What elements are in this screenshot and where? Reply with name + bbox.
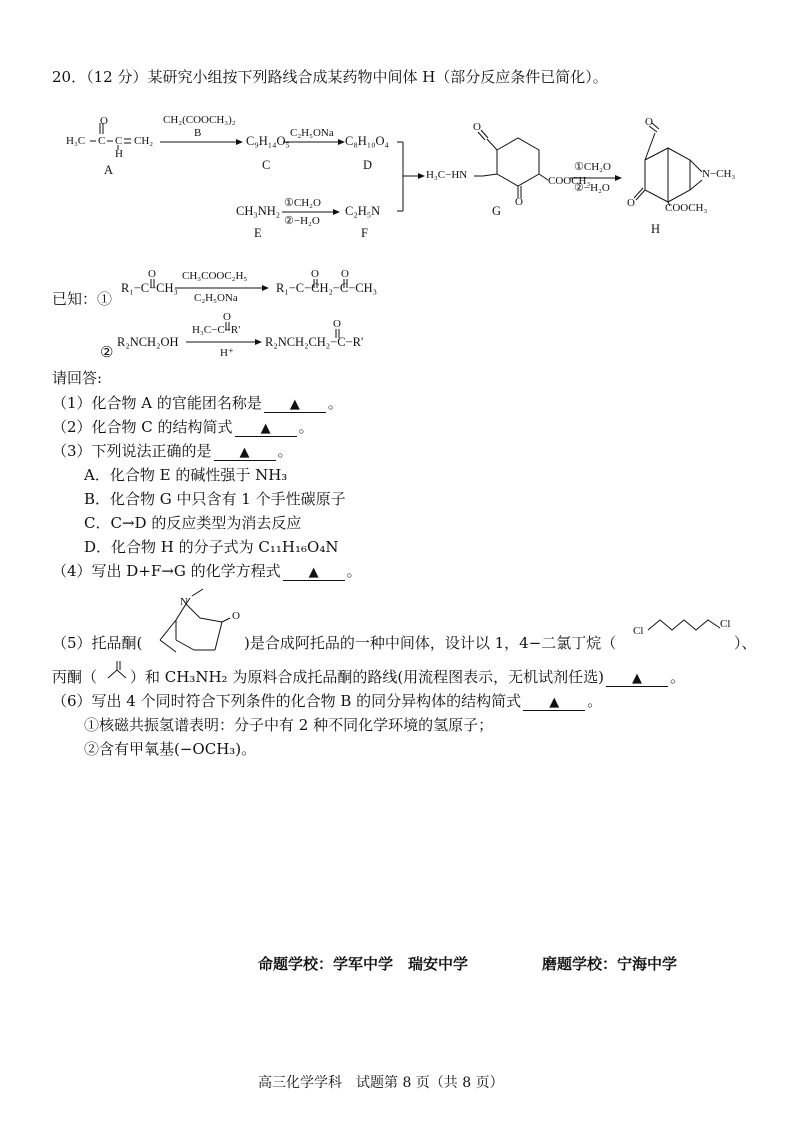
known1-reagent-bottom: C₂H₅ONa xyxy=(194,292,238,304)
known1-right-o1: O xyxy=(311,268,319,280)
question-1: （1）化合物 A 的官能团名称是 ▲ 。 xyxy=(52,394,343,412)
reagent-b: CH₂(COOCH₃)₂ xyxy=(163,114,236,126)
label-h: H xyxy=(651,222,661,236)
h-ketone-o2: O xyxy=(627,197,635,209)
question-5-text: ）和 CH₃NH₂ 为原料合成托品酮的路线(用流程图表示，无机试剂任选) xyxy=(130,668,605,686)
formula-c: C₉H₁₄O₅ xyxy=(246,134,290,148)
known2-right: R₂NCH₂CH₂−C−R' xyxy=(265,335,364,349)
known2-reagent-o: O xyxy=(223,311,231,323)
formula-e: CH₃NH₂ xyxy=(236,204,281,218)
formula-f: C₂H₅N xyxy=(345,204,381,218)
known2-left: R₂NCH₂OH xyxy=(117,335,179,349)
question-5-part-a: （5）托品酮( xyxy=(52,634,143,652)
label-a: A xyxy=(104,163,114,177)
g-ester: COOCH₃ xyxy=(548,175,591,187)
answer-blank-3[interactable]: ▲ xyxy=(214,444,276,461)
reviewer-school: 磨题学校：宁海中学 xyxy=(542,955,678,973)
condition-2: ②含有甲氧基(−OCH₃)。 xyxy=(84,740,257,758)
answer-blank-2[interactable]: ▲ xyxy=(235,420,297,437)
question-3-text: （3）下列说法正确的是 xyxy=(52,442,212,460)
question-5-part-c: ）、 xyxy=(734,634,757,652)
answer-blank-4[interactable]: ▲ xyxy=(283,564,345,581)
a-methyl: H₃C xyxy=(66,135,86,147)
option-c: C．C→D 的反应类型为消去反应 xyxy=(84,514,302,532)
question-5-part-b: )是合成阿托品的一种中间体，设计以 1，4−二氯丁烷（ xyxy=(244,634,617,652)
g-ketone-o: O xyxy=(473,121,481,133)
known1-reagent-top: CH₃COOC₂H₅ xyxy=(182,270,248,282)
known2-number: ② xyxy=(100,343,114,361)
dichlorobutane-cl-right: Cl xyxy=(720,618,731,630)
reagent-gh-2: ②−H₂O xyxy=(574,182,610,194)
known1-left: R₁−C−CH₃ xyxy=(121,281,178,295)
label-g: G xyxy=(492,204,502,218)
question-6-text: （6）写出 4 个同时符合下列条件的化合物 B 的同分异构体的结构简式 xyxy=(52,692,522,710)
formula-d: C₈H₁₀O₄ xyxy=(345,134,389,148)
setter-schools: 命题学校：学军中学 瑞安中学 xyxy=(258,955,469,973)
known2-right-o: O xyxy=(333,318,341,330)
question-3: （3）下列说法正确的是 ▲ 。 xyxy=(52,442,293,460)
tropinone-o: O xyxy=(232,610,240,622)
tropinone-n: N xyxy=(180,596,188,608)
question-header: 20．（12 分）某研究小组按下列路线合成某药物中间体 H（部分反应条件已简化）。 xyxy=(52,68,608,86)
answer-blank-5[interactable]: ▲ xyxy=(606,670,668,687)
reagent-gh-1: ①CH₂O xyxy=(574,161,611,173)
answer-intro: 请回答: xyxy=(52,369,103,387)
reagent-ef-2: ②−H₂O xyxy=(284,215,320,227)
known-prefix: 已知：① xyxy=(52,290,113,308)
question-5-part-e: ）和 CH₃NH₂ 为原料合成托品酮的路线(用流程图表示，无机试剂任选) ▲ 。 xyxy=(130,668,686,686)
label-e: E xyxy=(254,226,262,240)
option-d: D．化合物 H 的分子式为 C₁₁H₁₆O₄N xyxy=(84,538,339,556)
g-ketone-o2: O xyxy=(515,196,523,208)
option-a: A．化合物 E 的碱性强于 NH₃ xyxy=(84,466,288,484)
a-carbonyl-c: C xyxy=(98,135,106,147)
question-1-text: （1）化合物 A 的官能团名称是 xyxy=(52,394,262,412)
question-5-part-d: 丙酮（ xyxy=(52,668,98,686)
dichlorobutane-cl-left: Cl xyxy=(633,625,644,637)
h-ketone-o: O xyxy=(645,116,653,128)
label-d: D xyxy=(363,158,373,172)
label-c: C xyxy=(262,158,271,172)
a-oxygen: O xyxy=(100,115,108,127)
a-vinyl-c: C xyxy=(115,135,123,147)
question-4: （4）写出 D+F→G 的化学方程式 ▲ 。 xyxy=(52,562,362,580)
reagent-ef-1: ①CH₂O xyxy=(284,197,321,209)
option-b: B．化合物 G 中只含有 1 个手性碳原子 xyxy=(84,490,346,508)
answer-blank-6[interactable]: ▲ xyxy=(523,694,585,711)
h-n-methyl: N−CH₃ xyxy=(702,168,736,180)
reagent-cd: C₂H₅ONa xyxy=(290,127,334,139)
question-2-text: （2）化合物 C 的结构简式 xyxy=(52,418,233,436)
answer-blank-1[interactable]: ▲ xyxy=(264,396,326,413)
page-footer: 高三化学学科 试题第 8 页（共 8 页） xyxy=(258,1075,504,1091)
question-6: （6）写出 4 个同时符合下列条件的化合物 B 的同分异构体的结构简式 ▲ 。 xyxy=(52,692,603,710)
known1-right: R₁−C−CH₂−C−CH₃ xyxy=(276,281,378,295)
a-hydrogen: H xyxy=(115,148,123,160)
known1-left-o: O xyxy=(148,268,156,280)
condition-1: ①核磁共振氢谱表明：分子中有 2 种不同化学环境的氢原子； xyxy=(84,716,494,734)
a-ch2: CH₂ xyxy=(134,135,154,147)
g-amine: H₃C−HN xyxy=(426,169,468,181)
known2-reagent-bottom: H⁺ xyxy=(220,347,234,359)
known1-right-o2: O xyxy=(341,268,349,280)
known2-reagent-top: H₃C−C−R' xyxy=(192,324,241,336)
question-2: （2）化合物 C 的结构简式 ▲ 。 xyxy=(52,418,314,436)
h-ester: COOCH₃ xyxy=(665,202,708,214)
question-4-text: （4）写出 D+F→G 的化学方程式 xyxy=(52,562,281,580)
label-f: F xyxy=(361,226,368,240)
label-b: B xyxy=(194,127,202,139)
